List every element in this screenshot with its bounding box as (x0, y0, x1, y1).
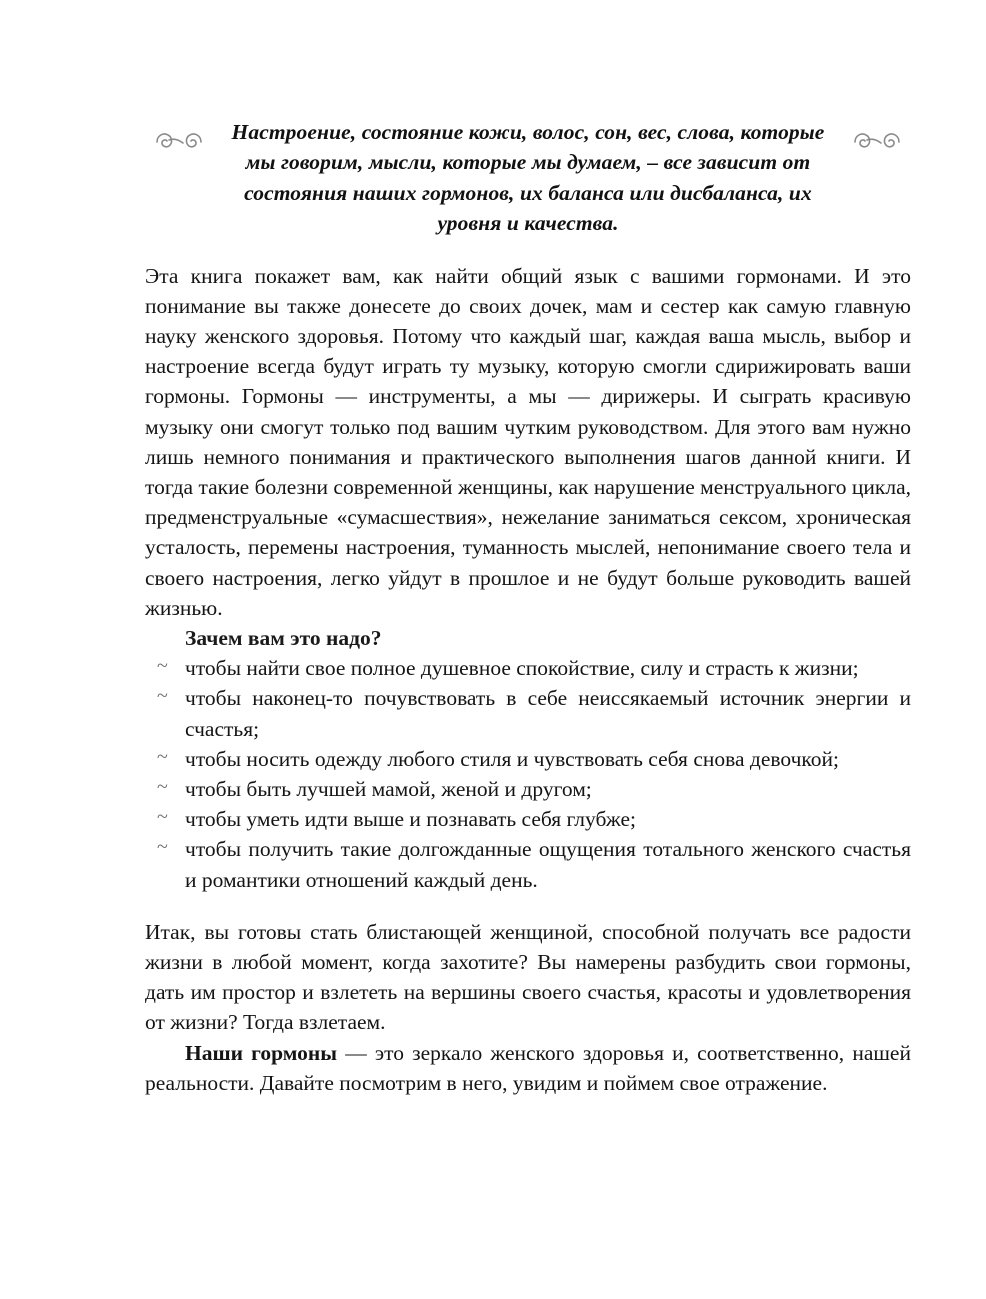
tilde-bullet-icon: ~ (157, 745, 168, 768)
tilde-bullet-icon: ~ (157, 685, 168, 708)
list-item-text: чтобы носить одежду любого стиля и чувствовать себя снова девочкой; (185, 746, 839, 771)
epigraph-block (145, 117, 911, 239)
tilde-bullet-icon: ~ (157, 836, 168, 859)
list-item (145, 774, 911, 804)
list-item (145, 744, 911, 774)
tilde-bullet-icon: ~ (157, 776, 168, 799)
flourish-ornament-left-icon (153, 127, 205, 157)
list-item (145, 804, 911, 834)
list-item-text: чтобы наконец-то почувствовать в себе неиссякаемый источник энергии и счастья; (185, 686, 911, 741)
list-item-text: чтобы уметь идти выше и познавать себя глубже; (185, 807, 636, 832)
paragraph-mirror-lead: Наши гормоны (185, 1040, 338, 1065)
list-item (145, 834, 911, 894)
paragraph-mirror (145, 1038, 911, 1098)
list-item (145, 683, 911, 743)
paragraph-ready: Итак, вы готовы стать блистающей женщиной, способной получать все радости жизни в любой момент, когда захотите? Вы намерены разбудить свои гормоны, дать им простор и взлететь на вершины своего счастья, красоты и удовлетворения от жизни? Тогда взлетаем. (145, 919, 911, 1035)
flourish-ornament-right-icon (851, 127, 903, 157)
list-item (145, 653, 911, 683)
tilde-bullet-icon: ~ (157, 655, 168, 678)
epigraph-text: Настроение, состояние кожи, волос, сон, вес, слова, которые мы говорим, мысли, которые мы думаем, – все зависит от состояния наших гормонов, их баланса или дисбаланса, их уровня и качества. (231, 119, 825, 236)
list-item-text: чтобы найти свое полное душевное спокойствие, силу и страсть к жизни; (185, 656, 859, 681)
question-heading: Зачем вам это надо? (185, 626, 382, 650)
paragraph-intro: Эта книга покажет вам, как найти общий язык с вашими гормонами. И это понимание вы также донесете до своих дочек, мам и сестер как самую главную науку женского здоровья. Потому что каждый шаг, каждая ваша мысль, выбор и настроение всегда будут играть ту музыку, которую смогли сдирижировать ваши гормоны. Гормоны — инструменты, а мы — дирижеры. И сыграть красивую музыку они смогут только под вашим чутким руководством. Для этого вам нужно лишь немного понимания и практического выполнения шагов данной книги. И тогда такие болезни современной женщины, как нарушение менструального цикла, предменструальные «сумасшествия», нежелание заниматься сексом, хроническая усталость, перемены настроения, туманность мыслей, непонимание своего тела и своего настроения, легко уйдут в прошлое и не будут больше руководить вашей жизнью. (145, 263, 911, 620)
list-item-text: чтобы быть лучшей мамой, женой и другом; (185, 777, 592, 802)
tilde-bullet-icon: ~ (157, 806, 168, 829)
paragraph-mirror-rest: — это зеркало женского здоровья и, соответственно, нашей реальности. Давайте посмотрим в него, увидим и поймем свое отражение. (145, 1040, 911, 1095)
benefits-list (145, 653, 911, 895)
list-item-text: чтобы получить такие долгожданные ощущения тотального женского счастья и романтики отношений каждый день. (185, 837, 911, 892)
